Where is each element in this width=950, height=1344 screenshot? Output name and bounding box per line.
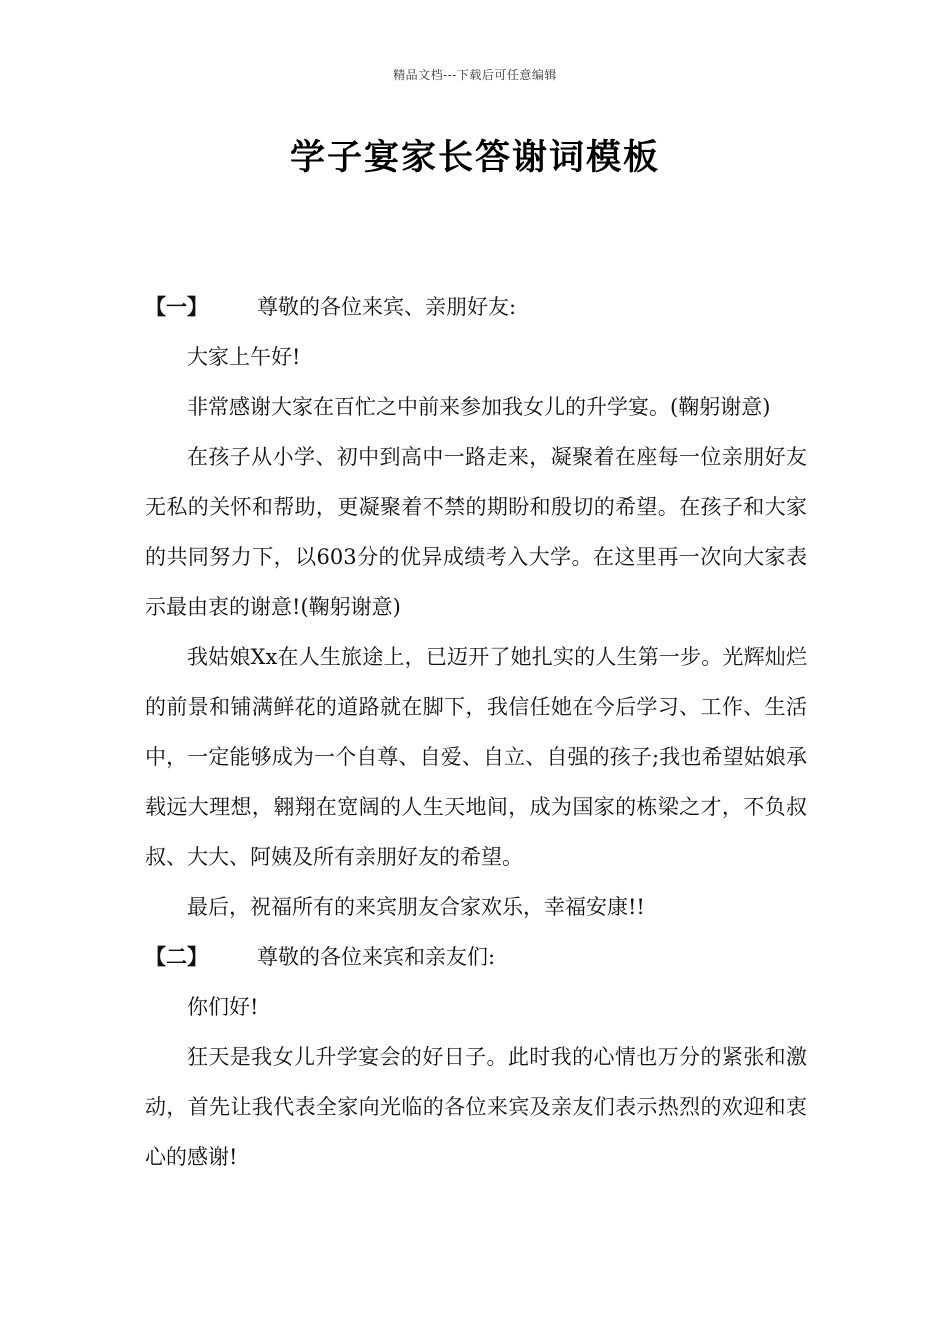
document-title: 学子宴家长答谢词模板 bbox=[289, 138, 660, 178]
paragraph: 狂天是我女儿升学宴会的好日子。此时我的心情也万分的紧张和激动，首先让我代表全家向光临的各位来宾及亲友们表示热烈的欢迎和衷心的感谢! bbox=[145, 1045, 807, 1169]
paragraph: 非常感谢大家在百忙之中前来参加我女儿的升学宴。(鞠躬谢意) bbox=[187, 395, 771, 419]
section-1-opening: 尊敬的各位来宾、亲朋好友: bbox=[257, 295, 517, 319]
section-1-mark: 【一】 bbox=[145, 294, 208, 319]
section-1-heading bbox=[145, 282, 807, 332]
paragraph: 最后，祝福所有的来宾朋友合家欢乐，幸福安康!! bbox=[187, 895, 645, 919]
header-note: 精品文档---下载后可任意编辑 bbox=[393, 68, 557, 82]
document-body bbox=[145, 282, 807, 1182]
paragraph: 我姑娘Xx在人生旅途上，已迈开了她扎实的人生第一步。光辉灿烂的前景和铺满鲜花的道路就在脚下，我信任她在今后学习、工作、生活中，一定能够成为一个自尊、自爱、自立、自强的孩子;我也希望姑娘承载远大理想，翱翔在宽阔的人生天地间，成为国家的栋梁之才，不负叔叔、大大、阿姨及所有亲朋好友的希望。 bbox=[145, 645, 807, 869]
section-2-heading bbox=[145, 932, 807, 982]
paragraph: 你们好! bbox=[187, 995, 259, 1019]
paragraph: 大家上午好! bbox=[187, 345, 301, 369]
section-2-opening: 尊敬的各位来宾和亲友们: bbox=[257, 945, 496, 969]
section-2-mark: 【二】 bbox=[145, 944, 208, 969]
paragraph: 在孩子从小学、初中到高中一路走来，凝聚着在座每一位亲朋好友无私的关怀和帮助，更凝聚着不禁的期盼和殷切的希望。在孩子和大家的共同努力下，以603分的优异成绩考入大学。在这里再一次向大家表示最由衷的谢意!(鞠躬谢意) bbox=[145, 445, 807, 619]
